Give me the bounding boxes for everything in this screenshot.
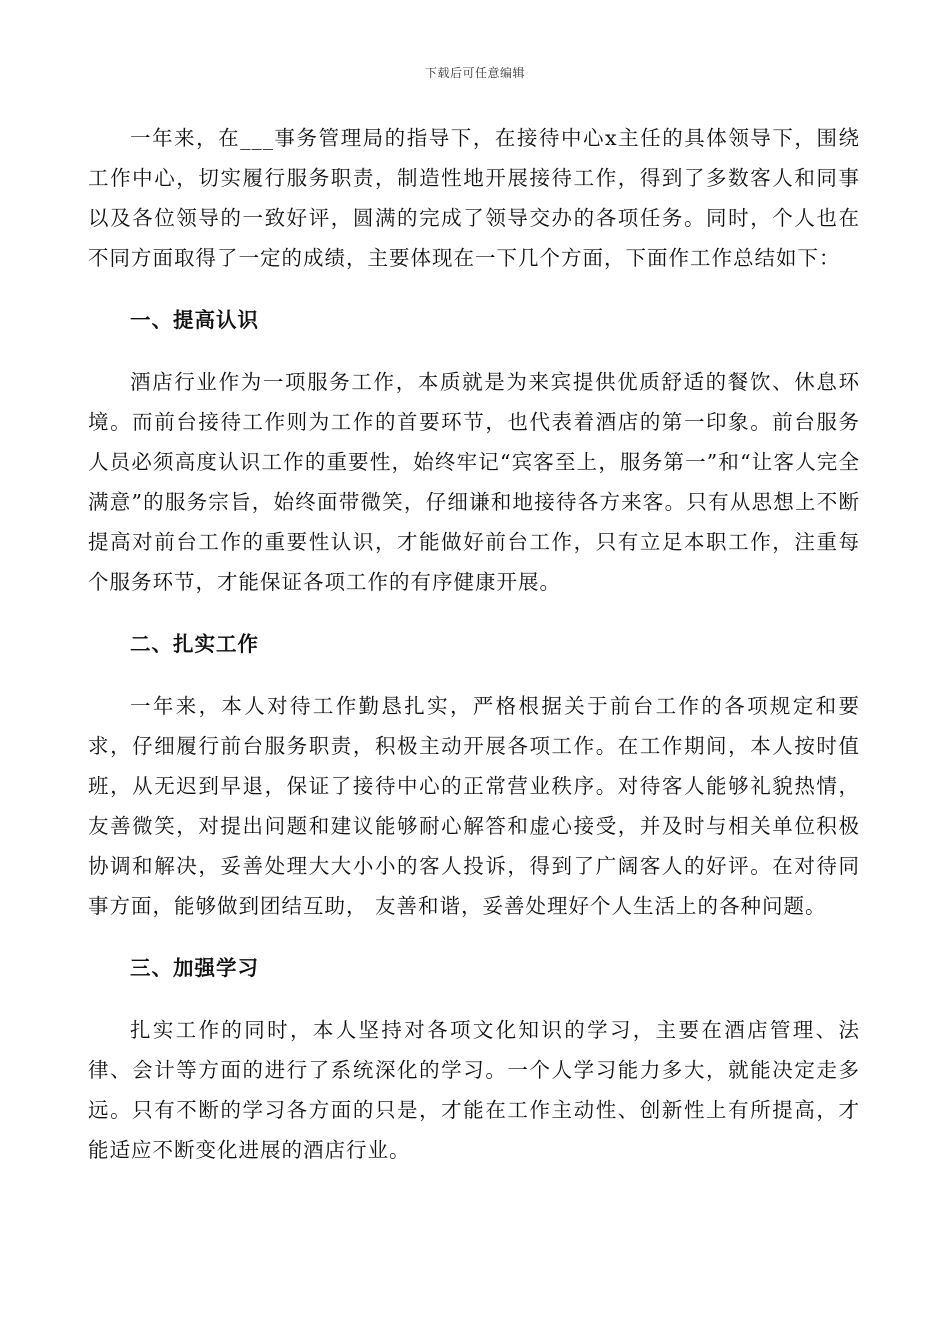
- section-body-1: 酒店行业作为一项服务工作，本质就是为来宾提供优质舒适的餐饮、休息环境。而前台接待工作则为工作的首要环节，也代表着酒店的第一印象。前台服务人员必须高度认识工作的重要性，始终牢记“宾客至上，服务第一”和“让客人完全满意”的服务宗旨，始终面带微笑，仔细谦和地接待各方来客。只有从思想上不断提高对前台工作的重要性认识，才能做好前台工作，只有立足本职工作，注重每个服务环节，才能保证各项工作的有序健康开展。: [88, 370, 860, 594]
- document-body: [88, 118, 860, 1170]
- intro-paragraph: 一年来，在___事务管理局的指导下，在接待中心x主任的具体领导下，围绕工作中心，切实履行服务职责，制造性地开展接待工作，得到了多数客人和同事以及各位领导的一致好评，圆满的完成了领导交办的各项任务。同时，个人也在不同方面取得了一定的成绩，主要体现在一下几个方面，下面作工作总结如下：: [88, 126, 860, 270]
- header-note: 下载后可任意编辑: [424, 66, 525, 80]
- section-body-3: 扎实工作的同时，本人坚持对各项文化知识的学习，主要在酒店管理、法律、会计等方面的进行了系统深化的学习。一个人学习能力多大，就能决定走多远。只有不断的学习各方面的只是，才能在工作主动性、创新性上有所提高，才能适应不断变化进展的酒店行业。: [88, 1018, 860, 1162]
- section-heading-3: 三、加强学习: [130, 956, 260, 980]
- section-heading-1: 一、提高认识: [130, 308, 260, 332]
- section-body-2: 一年来，本人对待工作勤恳扎实，严格根据关于前台工作的各项规定和要求，仔细履行前台服务职责，积极主动开展各项工作。在工作期间，本人按时值班，从无迟到早退，保证了接待中心的正常营业秩序。对待客人能够礼貌热情，友善微笑，对提出问题和建议能够耐心解答和虚心接受，并及时与相关单位积极协调和解决，妥善处理大大小小的客人投诉，得到了广阔客人的好评。在对待同事方面，能够做到团结互助， 友善和谐，妥善处理好个人生活上的各种问题。: [88, 694, 860, 918]
- section-heading-2: 二、扎实工作: [130, 632, 260, 656]
